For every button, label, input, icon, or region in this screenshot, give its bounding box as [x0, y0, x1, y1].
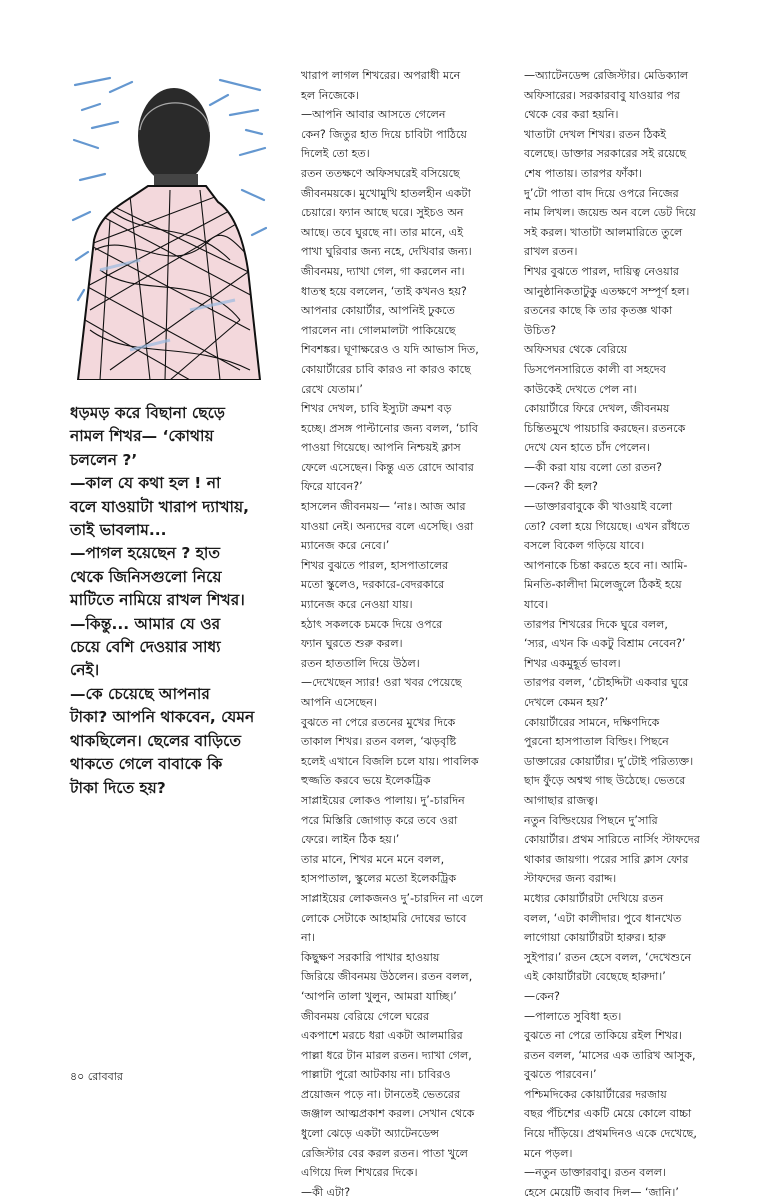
pull-quote-line: টাকা দিতে হয়?	[70, 778, 166, 797]
text-line: নাম লিখল। জয়েন্ড অন বলে ডেট দিয়ে	[524, 206, 696, 220]
text-line: কেন? জিতুর হাত দিয়ে চাবিটা পাঠিয়ে	[301, 127, 467, 141]
text-line: শিখর বুঝতে পারল, দায়িত্ব নেওয়ার	[524, 264, 680, 278]
text-line: উচিত?	[524, 323, 557, 337]
text-line: হাসলেন জীবনময়— ‘নাঃ। আজ আর	[301, 500, 466, 514]
text-line: মনে পড়ল।	[524, 1146, 573, 1160]
text-line: পাখা ঘুরিবার জন্য নহে, দেখিবার জন্য।	[301, 245, 472, 259]
text-line: ম্যানেজ করে নেবে।’	[301, 539, 390, 553]
text-line: জীবনময় বেরিয়ে গেলে ঘরের	[301, 1009, 430, 1023]
story-illustration	[70, 70, 267, 380]
text-line: দিলেই তো হত।	[301, 147, 370, 161]
text-line: —কী এটা?	[301, 1185, 351, 1199]
text-line: হুজ্জতি করবে ভয়ে ইলেকট্রিক	[301, 774, 431, 788]
text-line: কোয়ার্টারের সামনে, দক্ষিণদিকে	[524, 715, 660, 729]
text-line: ফেরে। লাইন ঠিক হয়।’	[301, 833, 400, 847]
text-line: ‘স্যর, এখন কি একটু বিশ্রাম নেবেন?’	[524, 637, 686, 651]
text-line: সাপ্লাইয়ের লোকও পালায়। দু’-চারদিন	[301, 793, 465, 807]
text-line: স্টাফদের জন্য বরাদ্দ।	[524, 872, 617, 886]
text-line: ফ্যান ঘুরতে শুরু করল।	[301, 637, 403, 651]
text-line: আনুষ্ঠানিকতাটুকু এতক্ষণে সম্পূর্ণ হল।	[524, 284, 690, 298]
text-line: হাসপাতাল, স্কুলের মতো ইলেকট্রিক	[301, 872, 457, 886]
text-line: আপনার কোয়ার্টার, আপনিই ঢুকতে	[301, 304, 455, 318]
text-line: হেসে মেয়েটি জবাব দিল— ‘জানি।’	[524, 1185, 679, 1199]
text-line: এই কোয়ার্টারটা বেছেছে হারুদা।’	[524, 970, 666, 984]
text-line: সাপ্লাইয়ের লোকজনও দু’-চারদিন না এলে	[301, 891, 484, 905]
text-line: আপনি এসেছেন।	[301, 696, 377, 709]
text-line: শিখর একমুহূর্ত ভাবল।	[524, 656, 621, 670]
text-line: শিবশঙ্কর। ঘূণাক্ষরেও ও যদি আভাস দিত,	[301, 343, 479, 357]
text-line: নতুন বিল্ডিংয়ের পিছনে দু’সারি	[524, 813, 658, 827]
text-line: পাল্লা ধরে টান মারল রতন। দ্যাখা গেল,	[301, 1048, 472, 1062]
text-line: প্রয়োজন পড়ে না। টানতেই ভেতরের	[301, 1087, 461, 1101]
text-line: রেখে যেতাম।’	[301, 382, 363, 396]
text-line: শেষ পাতায়। তারপর ফাঁকা।	[524, 166, 643, 180]
text-line: হচ্ছে। প্রসঙ্গ পাল্টানোর জন্য বলল, ‘চাবি	[301, 421, 478, 435]
text-line: পাওয়া গিয়েছে। আপনি নিশ্চয়ই ক্লাস	[301, 441, 461, 455]
text-line: পশ্চিমদিকের কোয়ার্টারের দরজায়	[524, 1087, 667, 1101]
text-line: ফিরে যাবেন?’	[301, 480, 363, 494]
text-line: কোয়ার্টারে ফিরে দেখল, জীবনময়	[524, 402, 670, 416]
text-line: লাগোয়া কোয়ার্টারটা হারুর। হারু	[524, 931, 666, 945]
text-line: পারলেন না। গোলমালটা পাকিয়েছে	[301, 323, 456, 337]
text-line: —কেন? কী হল?	[524, 480, 598, 494]
pull-quote-line: থাকতে গেলে বাবাকে কি	[70, 755, 223, 774]
text-line: —কেন?	[524, 989, 560, 1003]
text-line: যাবে।	[524, 598, 549, 612]
text-line: রতন বলল, ‘মাসের এক তারিখ আসুক,	[524, 1048, 696, 1062]
text-line: ‘আপনি তালা খুলুন, আমরা যাচ্ছি।’	[301, 989, 457, 1003]
text-line: রেজিস্টার বের করল রতন। পাতা খুলে	[301, 1146, 468, 1160]
text-line: জীবনময়কে। মুখোমুখি হাতলহীন একটা	[301, 186, 471, 200]
text-line: তারপর বলল, ‘চৌহদ্দিটা একবার ঘুরে	[524, 676, 689, 690]
text-line: না।	[301, 931, 315, 945]
text-line: তো? বেলা হয়ে গিয়েছে। এখন রাঁধতে	[524, 519, 690, 533]
text-line: হলেই এখানে বিজলি চলে যায়। পাবলিক	[301, 754, 479, 768]
text-line: —অ্যাটেনডেন্স রেজিস্টার। মেডিক্যাল	[524, 69, 689, 82]
text-line: রতন হাততালি দিয়ে উঠল।	[301, 656, 420, 670]
text-line: যাওয়া নেই। অন্যদের বলে এসেছি। ওরা	[301, 519, 474, 533]
text-line: তাকাল শিখর। রতন বলল, ‘ঝড়বৃষ্টি	[301, 735, 457, 749]
text-line: মতো স্কুলেও, দরকারে-বেদরকারে	[301, 578, 445, 592]
text-line: চিন্তিতমুখে পায়চারি করছেন। রতনকে	[524, 421, 686, 435]
text-line: হঠাৎ সকলকে চমকে দিয়ে ওপরে	[301, 617, 443, 631]
text-line: নিয়ে দাঁড়িয়ে। প্রথমদিনও একে দেখেছে,	[524, 1127, 697, 1141]
pull-quote-line: চললেন ?’	[70, 450, 138, 469]
text-line: এগিয়ে দিল শিখরের দিকে।	[301, 1166, 418, 1180]
text-line: বুঝতে না পেরে রতনের মুখের দিকে	[301, 715, 456, 729]
text-line: দু’টো পাতা বাদ দিয়ে ওপরে নিজের	[524, 186, 679, 200]
pull-quote-line: ধড়মড় করে বিছানা ছেড়ে	[70, 404, 225, 422]
text-line: দেখে যেন হাতে চাঁদ পেলেন।	[524, 441, 650, 455]
article-column-2	[287, 66, 527, 1202]
text-line: ধাতস্থ হয়ে বললেন, ‘তাই কখনও হয়?	[301, 284, 467, 298]
text-line: পাল্লাটা পুরো আটকায় না। চাবিরও	[301, 1068, 451, 1082]
text-line: ডিসপেনসারিতে কালী বা সহদেব	[524, 362, 666, 376]
text-line: বসলে বিকেল গড়িয়ে যাবে।	[524, 539, 645, 553]
pull-quote	[70, 402, 275, 800]
text-line: বলেছে। ডাক্তার সরকারের সই রয়েছে	[524, 147, 687, 161]
pull-quote-line: থেকে জিনিসগুলো নিয়ে	[70, 567, 222, 586]
text-line: রতনের কাছে কি তার কৃতজ্ঞ থাকা	[524, 304, 673, 318]
text-line: অফিসারের। সরকারবাবু যাওয়ার পর	[524, 88, 680, 102]
text-line: কোয়ার্টারের চাবি কারও না কারও কাছে	[301, 362, 471, 376]
text-line: —আপনি আবার আসতে গেলেন	[301, 108, 446, 122]
text-line: বছর পঁচিশের একটি মেয়ে কোলে বাচ্চা	[524, 1107, 692, 1121]
text-line: আপনাকে চিন্তা করতে হবে না। আমি-	[524, 558, 688, 572]
text-line: —দেখেছেন স্যার! ওরা খবর পেয়েছে	[301, 676, 462, 690]
text-line: শিখর বুঝতে পারল, হাসপাতালের	[301, 558, 449, 572]
pull-quote-line: —কে চেয়েছে আপনার	[70, 684, 210, 703]
text-line: বুঝতে না পেরে তাকিয়ে রইল শিখর।	[524, 1029, 683, 1043]
pull-quote-line: নামল শিখর— ‘কোথায়	[70, 427, 214, 446]
text-line: হল নিজেকে।	[301, 88, 359, 102]
text-line: ছাদ ফুঁড়ে অশ্বত্থ গাছ উঠেছে। ভেতরে	[524, 774, 686, 788]
text-line: থেকে বের করা হয়নি।	[524, 108, 619, 122]
text-line: ধুলো ঝেড়ে একটা অ্যাটেনডেন্স	[301, 1127, 439, 1141]
text-line: বলল, ‘এটা কালীদার। পুবে ধানখেত	[524, 911, 682, 925]
text-line: —কী করা যায় বলো তো রতন?	[524, 460, 662, 474]
text-line: মধ্যের কোয়ার্টারটা দেখিয়ে রতন	[524, 891, 664, 905]
pull-quote-line: টাকা? আপনি থাকবেন, যেমন	[70, 708, 255, 727]
text-line: খারাপ লাগল শিখরের। অপরাধী মনে	[301, 69, 461, 82]
text-line: রাখল রতন।	[524, 245, 578, 259]
text-line: ম্যানেজ করে নেওয়া যায়।	[301, 598, 413, 612]
text-line: সুইপার।’ রতন হেসে বলল, ‘দেখেশুনে	[524, 950, 692, 964]
pull-quote-line: বলে যাওয়াটা খারাপ দ্যাখায়,	[70, 497, 250, 516]
text-line: মিনতি-কালীদা মিলেজুলে ঠিকই হয়ে	[524, 578, 682, 592]
text-line: অফিসঘর থেকে বেরিয়ে	[524, 343, 628, 357]
text-line: জঞ্জাল আত্মপ্রকাশ করল। সেখান থেকে	[301, 1107, 475, 1121]
text-line: —ডাক্তারবাবুকে কী খাওয়াই বলো	[524, 500, 673, 514]
text-line: লোকে সেটাকে আহামরি দোষের ভাবে	[301, 911, 467, 925]
text-line: খাতাটা দেখল শিখর। রতন ঠিকই	[524, 127, 667, 141]
pull-quote-line: —পাগল হয়েছেন ? হাত	[70, 544, 221, 563]
pull-quote-line: —কিন্তু... আমার যে ওর	[70, 614, 221, 633]
text-line: পরে মিস্তিরি জোগাড় করে তবে ওরা	[301, 813, 458, 827]
text-line: কাউকেই দেখতে পেল না।	[524, 382, 637, 396]
text-line: —পালাতে সুবিধা হত।	[524, 1009, 622, 1023]
text-line: কোয়ার্টার। প্রথম সারিতে নার্সিং স্টাফদের	[524, 833, 700, 847]
text-line: রতন ততক্ষণে অফিসঘরেই বসিয়েছে	[301, 166, 460, 180]
text-line: জিরিয়ে জীবনময় উঠলেন। রতন বলল,	[301, 970, 473, 984]
text-line: তারপর শিখরের দিকে ঘুরে বলল,	[524, 617, 668, 631]
text-line: সই করল। খাতাটা আলমারিতে তুলে	[524, 225, 683, 239]
pull-quote-line: চেয়ে বেশি দেওয়ার সাধ্য	[70, 638, 221, 657]
pull-quote-line: তাই ভাবলাম...	[70, 521, 167, 540]
text-line: চেয়ারে। ফ্যান আছে ঘরে। সুইচও অন	[301, 206, 464, 220]
text-line: আছে। তবে ঘুরছে না। তার মানে, এই	[301, 225, 463, 239]
page-footer: ৪০ রোববার	[70, 1070, 123, 1083]
text-line: আগাছার রাজত্ব।	[524, 793, 599, 807]
pull-quote-line: নেই।	[70, 661, 100, 680]
text-line: ডাক্তারের কোয়ার্টার। দু’টোই পরিত্যক্ত।	[524, 754, 694, 768]
text-line: শিখর দেখল, চাবি ইস্যুটা ক্রমশ বড়	[301, 402, 452, 416]
text-line: থাকার জায়গা। পরের সারি ক্লাস ফোর	[524, 852, 689, 866]
text-line: জীবনময়, দ্যাখা গেল, গা করলেন না।	[301, 264, 465, 278]
text-line: ফেলে এসেছেন। কিন্তু এত রোদে আবার	[301, 460, 474, 474]
article-column-3	[510, 66, 750, 1202]
text-line: দেখলে কেমন হয়?’	[524, 696, 609, 709]
text-line: কিছুক্ষণ সরকারি পাখার হাওয়ায়	[301, 950, 440, 964]
text-line: —নতুন ডাক্তারবাবু। রতন বলল।	[524, 1166, 666, 1180]
text-line: তার মানে, শিখর মনে মনে বলল,	[301, 852, 445, 866]
pull-quote-line: থাকছিলেন। ছেলের বাড়িতে	[70, 731, 242, 750]
text-line: বুঝতে পারবেন।’	[524, 1068, 597, 1082]
pull-quote-line: মাটিতে নামিয়ে রাখল শিখর।	[70, 591, 245, 610]
text-line: পুরনো হাসপাতাল বিল্ডিং। পিছনে	[524, 735, 669, 749]
text-line: একপাশে মরচে ধরা একটা আলমারির	[301, 1029, 463, 1043]
pull-quote-line: —কাল যে কথা হল ! না	[70, 474, 221, 493]
